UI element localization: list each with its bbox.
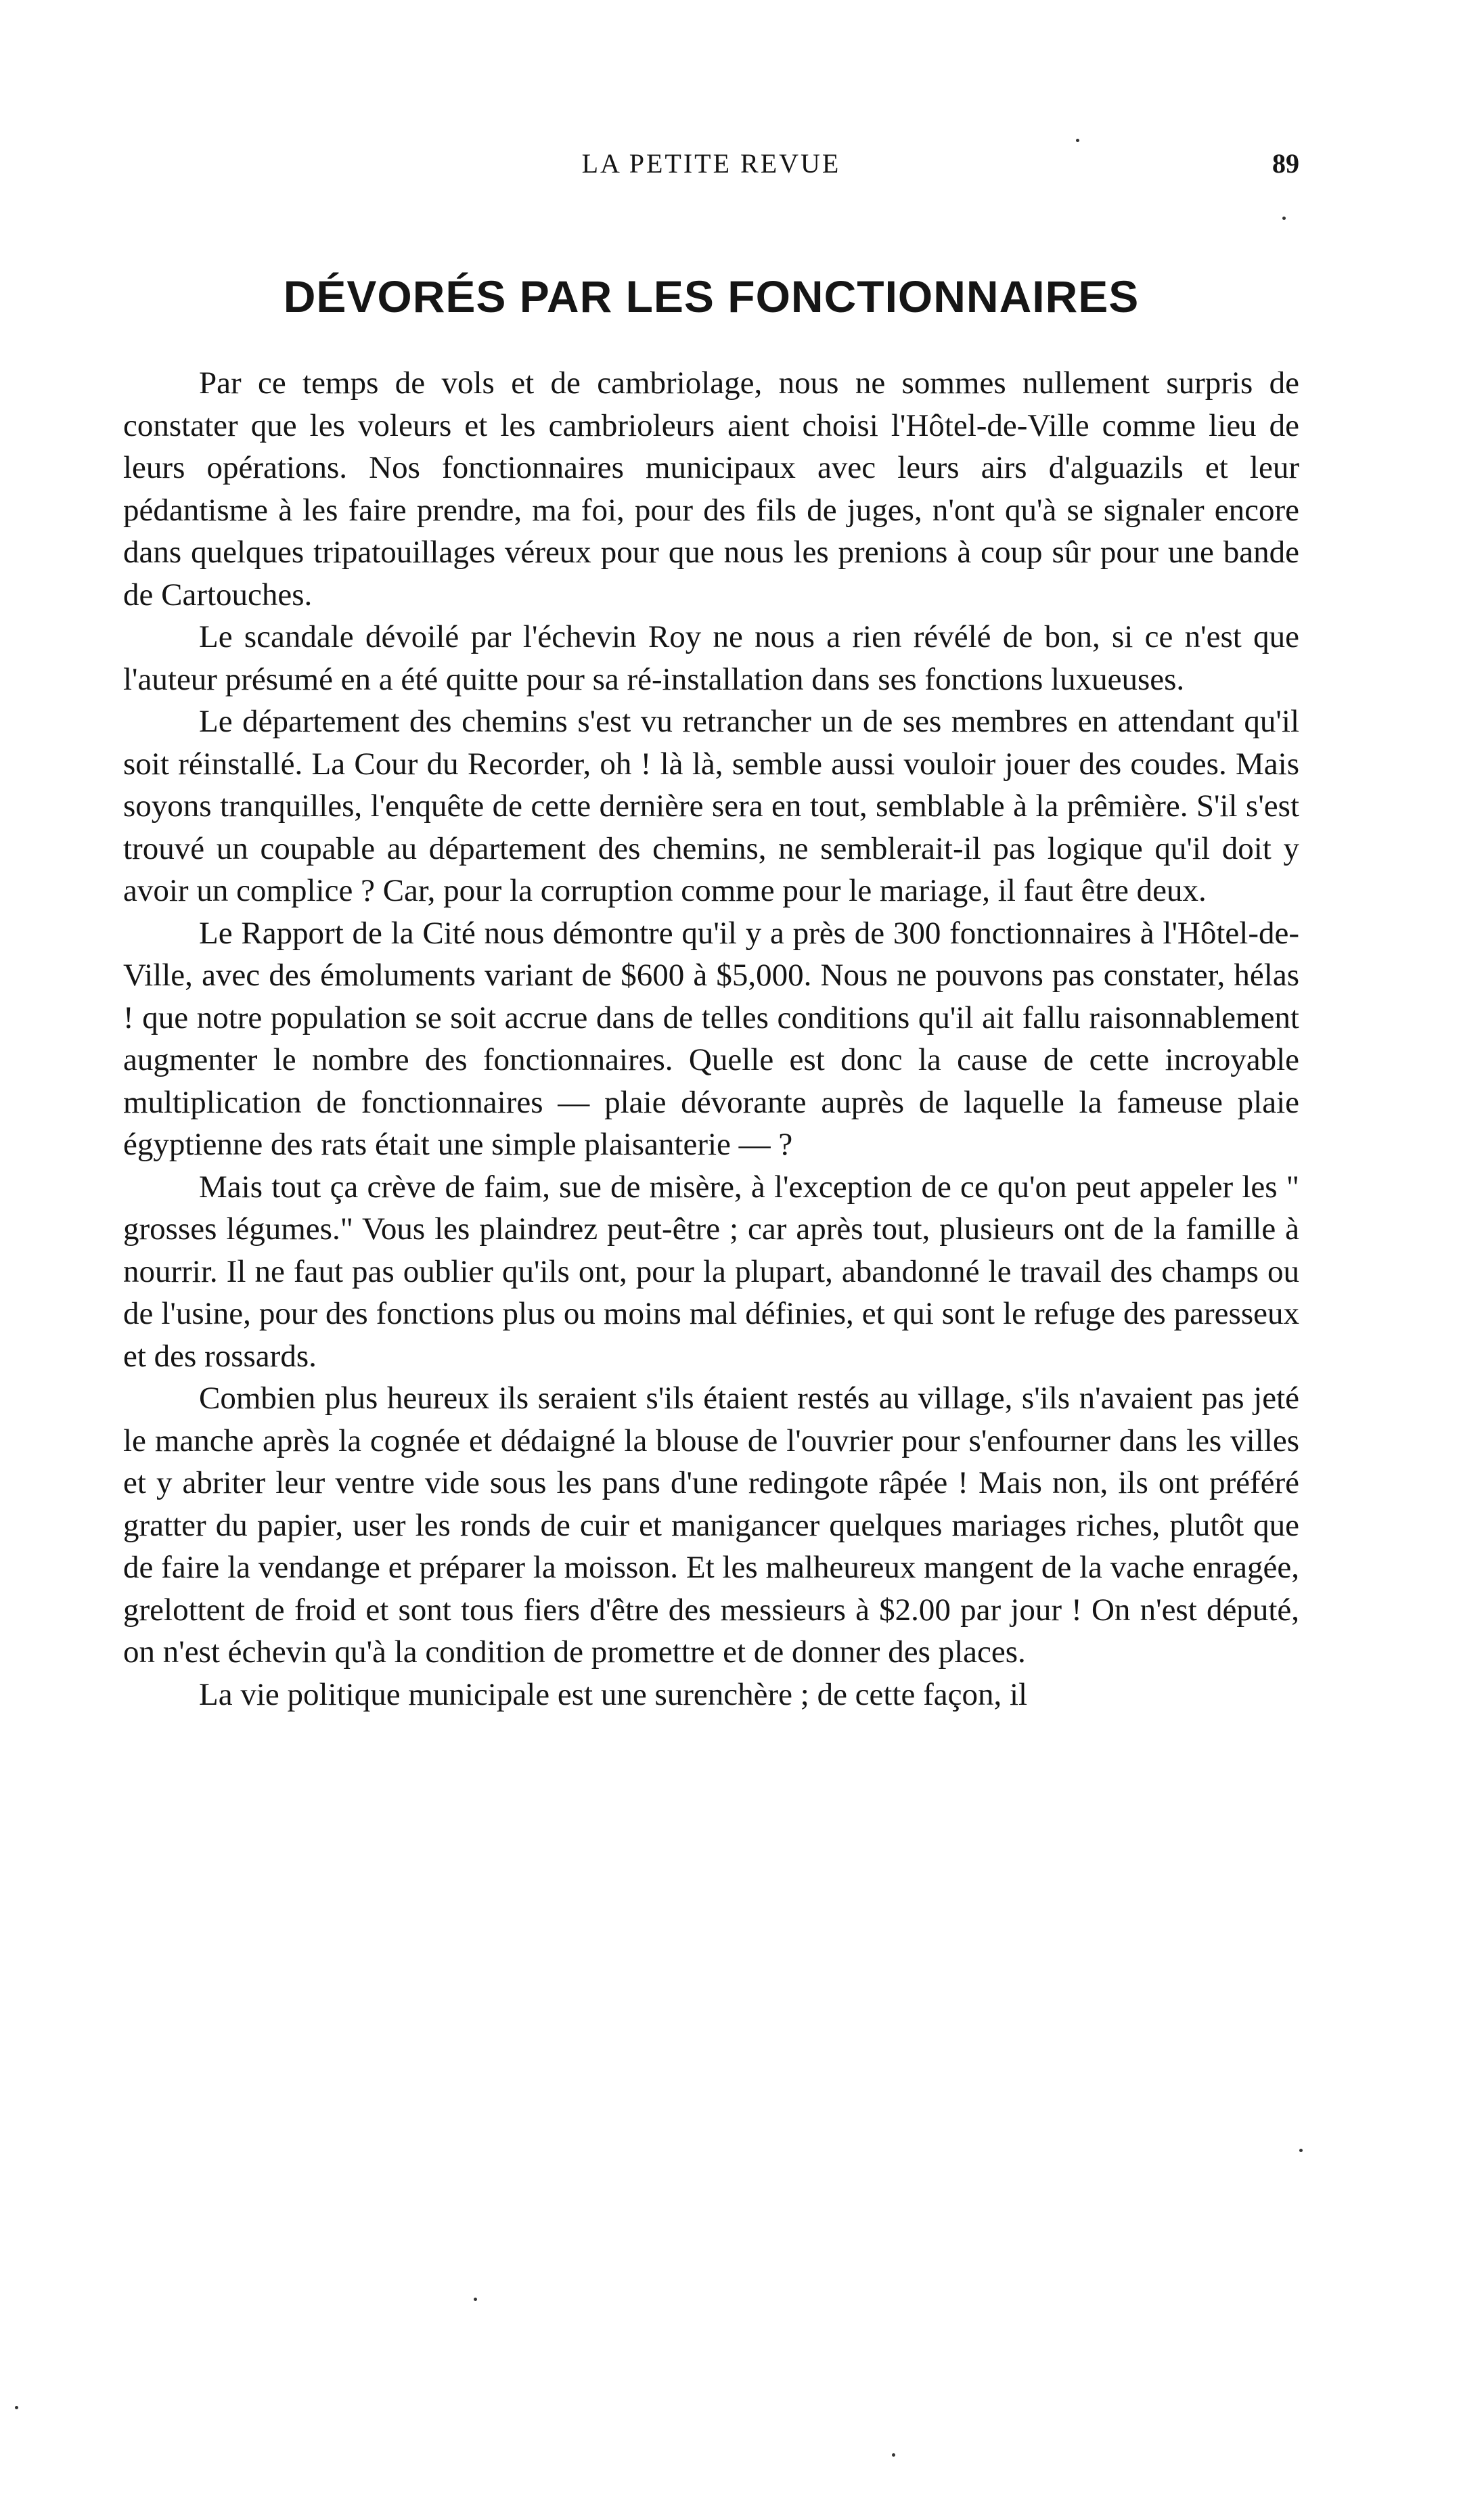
- paragraph: Le département des chemins s'est vu retrancher un de ses membres en attendant qu'il soit réinstallé. La Cour du Recorder, oh ! là là, semble aussi vouloir jouer des coudes. Mais soyons tranquilles, l'enquête de cette dernière sera en tout, semblable à la prêmière. S'il s'est trouvé un coupable au département des chemins, ne semblerait-il pas logique qu'il doit y avoir un complice ? Car, pour la corruption comme pour le mariage, il faut être deux.: [123, 704, 1299, 908]
- running-title: LA PETITE REVUE: [581, 148, 841, 179]
- paragraph: Par ce temps de vols et de cambriolage, nous ne sommes nullement surpris de constater que les voleurs et les cambrioleurs aient choisi l'Hôtel-de-Ville comme lieu de leurs opérations. Nos fonctionnaires municipaux avec leurs airs d'alguazils et leur pédantisme à les faire prendre, ma foi, pour des fils de juges, n'ont qu'à se signaler encore dans quelques tripatouillages véreux pour que nous les prenions à coup sûr pour une bande de Cartouches.: [123, 365, 1299, 612]
- scan-speck: [1076, 139, 1079, 142]
- article-body: [123, 362, 1299, 1716]
- scan-speck: [15, 2406, 18, 2409]
- paragraph: Le scandale dévoilé par l'échevin Roy ne nous a rien révélé de bon, si ce n'est que l'auteur présumé en a été quitte pour sa ré-installation dans ses fonctions luxueuses.: [123, 619, 1299, 697]
- paragraph: Combien plus heureux ils seraient s'ils étaient restés au village, s'ils n'avaient pas jeté le manche après la cognée et dédaigné la blouse de l'ouvrier pour s'enfourner dans les villes et y abriter leur ventre vide sous les pans d'une redingote râpée ! Mais non, ils ont préféré gratter du papier, user les ronds de cuir et manigancer quelques mariages riches, plutôt que de faire la vendange et préparer la moisson. Et les malheureux mangent de la vache enragée, grelottent de froid et sont tous fiers d'être des messieurs à $2.00 par jour ! On n'est député, on n'est échevin qu'à la condition de promettre et de donner des places.: [123, 1381, 1299, 1670]
- scan-speck: [474, 2298, 477, 2301]
- running-head: [123, 148, 1299, 188]
- paragraph: Le Rapport de la Cité nous démontre qu'il y a près de 300 fonctionnaires à l'Hôtel-de-Ville, avec des émoluments variant de $600 à $5,000. Nous ne pouvons pas constater, hélas ! que notre population se soit accrue dans de telles conditions qu'il ait fallu raisonnablement augmenter le nombre des fonctionnaires. Quelle est donc la cause de cette incroyable multiplication de fonctionnaires — plaie dévorante auprès de laquelle la fameuse plaie égyptienne des rats était une simple plaisanterie — ?: [123, 915, 1299, 1162]
- scan-speck: [892, 2453, 895, 2457]
- paragraph-continued: La vie politique municipale est une surenchère ; de cette façon, il: [199, 1676, 1028, 1712]
- page-number: 89: [1272, 148, 1299, 179]
- scan-speck: [1282, 217, 1286, 220]
- paragraph: Mais tout ça crève de faim, sue de misère, à l'exception de ce qu'on peut appeler les " grosses légumes." Vous les plaindrez peut-être ; car après tout, plusieurs ont de la famille à nourrir. Il ne faut pas oublier qu'ils ont, pour la plupart, abandonné le travail des champs ou de l'usine, pour des fonctions plus ou moins mal définies, et qui sont le refuge des paresseux et des rossards.: [123, 1169, 1299, 1374]
- scan-speck: [1299, 2149, 1303, 2152]
- article-title: DÉVORÉS PAR LES FONCTIONNAIRES: [283, 271, 1140, 321]
